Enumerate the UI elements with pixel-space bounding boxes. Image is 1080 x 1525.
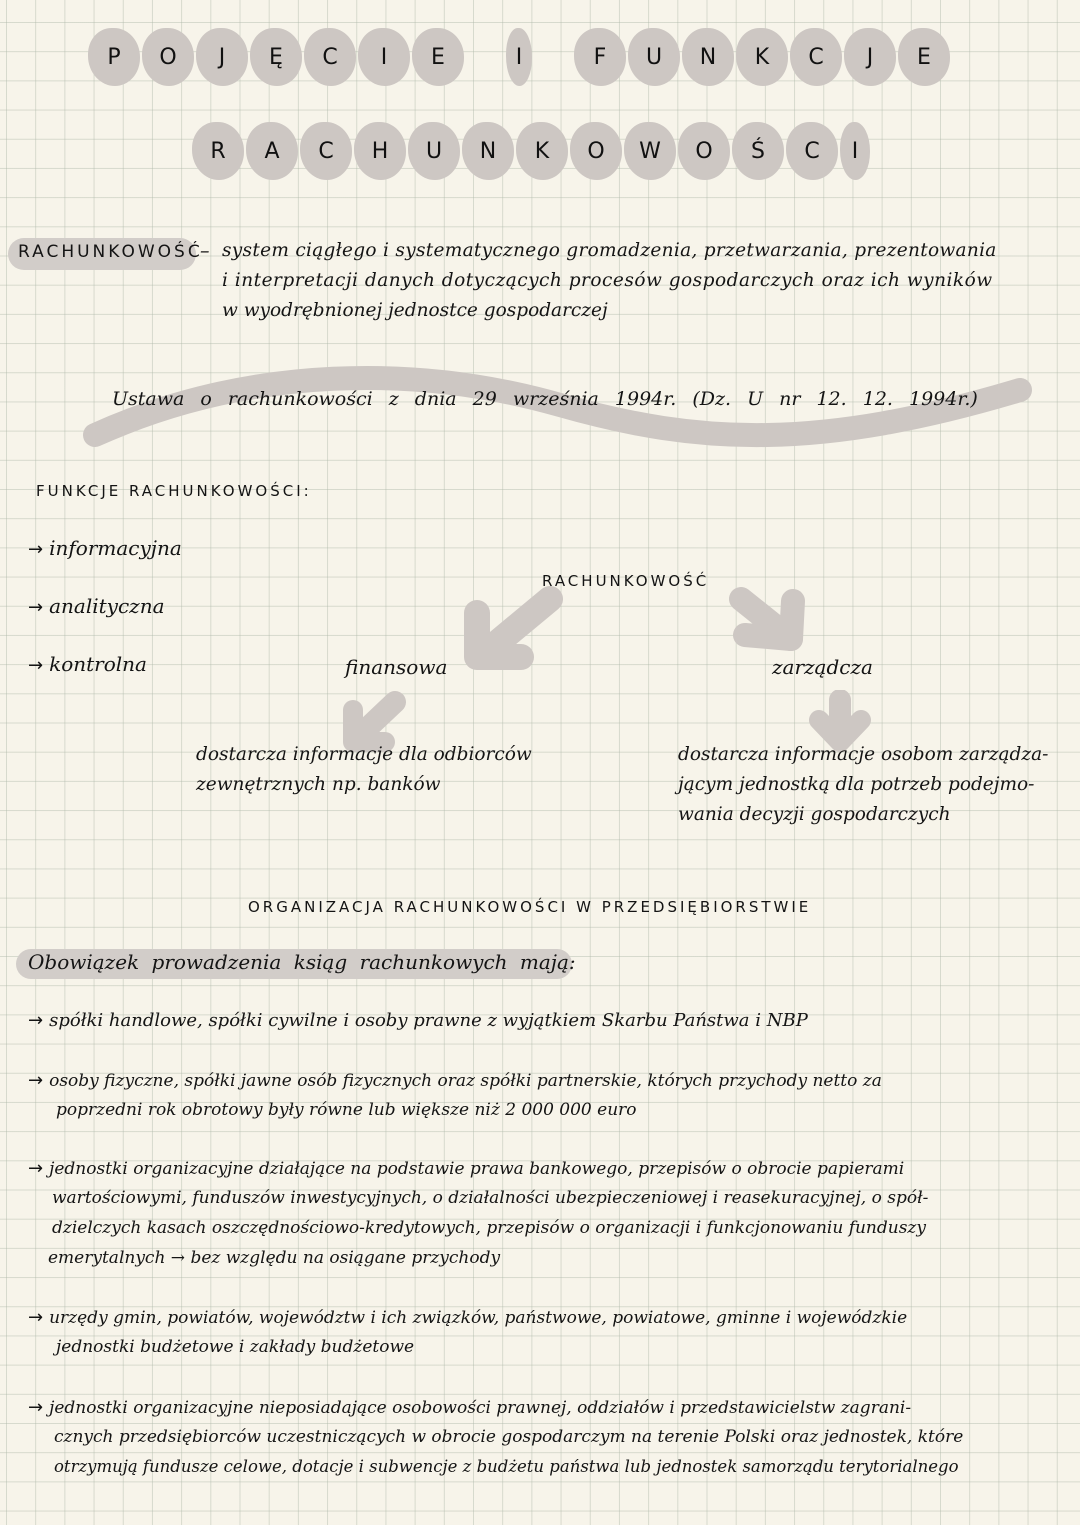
title-letter: K [516, 122, 568, 180]
obligation-item-line: wartościowymi, funduszów inwestycyjnych, o działalności ubezpieczeniowej i reasekuracyjnej, o spół- [52, 1188, 929, 1208]
obligation-item-line: otrzymują fundusze celowe, dotacje i subwencje z budżetu państwa lub jednostek samorządu terytorialnego [54, 1457, 959, 1476]
obligation-item [28, 1070, 882, 1091]
definition-dash: – [200, 240, 210, 262]
obligation-item-line: urzędy gmin, powiatów, województw i ich związków, państwowe, powiatowe, gminne i wojewódzkie [49, 1308, 908, 1328]
title-letter: Ę [250, 28, 302, 86]
arrow-right-icon: → [28, 655, 44, 676]
obligation-item-line: emerytalnych → bez względu na osiągane przychody [48, 1248, 501, 1268]
title-letter: N [682, 28, 734, 86]
definition-line: system ciągłego i systematycznego gromadzenia, przetwarzania, prezentowania [222, 240, 997, 261]
title-letter: E [412, 28, 464, 86]
diagram-root-label: RACHUNKOWOŚĆ [542, 572, 710, 590]
title-letter: I [840, 122, 870, 180]
arrow-right-icon: → [28, 539, 44, 560]
title-letter: C [304, 28, 356, 86]
obligation-item-line: dzielczych kasach oszczędnościowo-kredytowych, przepisów o organizacji i funkcjonowaniu funduszy [52, 1218, 926, 1238]
obligation-item-line: spółki handlowe, spółki cywilne i osoby prawne z wyjątkiem Skarbu Państwa i NBP [49, 1010, 808, 1031]
obligation-item-line: poprzedni rok obrotowy były równe lub większe niż 2 000 000 euro [56, 1100, 637, 1120]
obligation-text: Obowiązek prowadzenia ksiąg rachunkowych mają: [28, 950, 576, 974]
diagram-left-description: zewnętrznych np. banków [196, 774, 441, 795]
arrow-right-icon: → [28, 597, 44, 618]
definition-line: i interpretacji danych dotyczących procesów gospodarczych oraz ich wyników [222, 270, 993, 291]
arrow-down-left-icon [455, 585, 575, 675]
title-letter: H [354, 122, 406, 180]
function-item-informacyjna [28, 536, 182, 560]
function-label: informacyjna [49, 536, 182, 560]
diagram-right-description: wania decyzji gospodarczych [678, 804, 951, 825]
title-letter: I [506, 28, 532, 86]
diagram-left-description: dostarcza informacje dla odbiorców [196, 744, 532, 765]
title-letter: K [736, 28, 788, 86]
title-letter: U [408, 122, 460, 180]
title-letter: N [462, 122, 514, 180]
title-letter: U [628, 28, 680, 86]
function-item-analityczna [28, 594, 165, 618]
function-item-kontrolna [28, 652, 147, 676]
title-letter: E [898, 28, 950, 86]
obligation-item [28, 1307, 907, 1328]
title-letter: I [358, 28, 410, 86]
obligation-item-line: osoby fizyczne, spółki jawne osób fizycznych oraz spółki partnerskie, których przychody netto za [49, 1071, 882, 1091]
title-letter: Ś [732, 122, 784, 180]
arrow-right-icon: → [28, 1010, 44, 1031]
function-label: kontrolna [49, 652, 147, 676]
title-letter: O [142, 28, 194, 86]
diagram-right-description: dostarcza informacje osobom zarządza- [678, 744, 1049, 765]
wave-highlight [0, 360, 1080, 460]
obligation-item [28, 1158, 904, 1179]
organization-heading: ORGANIZACJA RACHUNKOWOŚCI W PRZEDSIĘBIORSTWIE [248, 898, 812, 916]
diagram-right-label: zarządcza [772, 655, 873, 679]
definition-line: w wyodrębnionej jednostce gospodarczej [222, 300, 608, 321]
diagram-left-label: finansowa [345, 655, 448, 679]
obligation-item [28, 1010, 808, 1031]
title-letter: W [624, 122, 676, 180]
title-letter: O [570, 122, 622, 180]
law-reference: Ustawa o rachunkowości z dnia 29 września 1994r. (Dz. U nr 12. 12. 1994r.) [112, 388, 978, 410]
title-letter: C [786, 122, 838, 180]
arrow-right-icon: → [28, 1070, 44, 1091]
arrow-right-icon: → [28, 1397, 44, 1418]
definition-term: RACHUNKOWOŚĆ [18, 242, 203, 262]
title-letter: A [246, 122, 298, 180]
obligation-item-line: jednostki budżetowe i zakłady budżetowe [56, 1337, 415, 1357]
obligation-item-line: jednostki organizacyjne nieposiadające osobowości prawnej, oddziałów i przedstawicielstw zagrani- [49, 1398, 912, 1418]
title-letter: F [574, 28, 626, 86]
title-letter: O [678, 122, 730, 180]
page-title-line-1 [88, 28, 952, 86]
title-letter: P [88, 28, 140, 86]
page-title-line-2 [192, 122, 872, 180]
obligation-item-line: jednostki organizacyjne działające na podstawie prawa bankowego, przepisów o obrocie papierami [49, 1159, 905, 1179]
title-letter: C [790, 28, 842, 86]
title-letter: C [300, 122, 352, 180]
title-letter: R [192, 122, 244, 180]
arrow-down-right-icon [725, 585, 815, 655]
title-letter: J [196, 28, 248, 86]
functions-heading: FUNKCJE RACHUNKOWOŚCI: [36, 482, 312, 500]
obligation-item-line: cznych przedsiębiorców uczestniczących w obrocie gospodarczym na terenie Polski oraz jednostek, które [54, 1427, 964, 1447]
obligation-item [28, 1397, 911, 1418]
function-label: analityczna [49, 594, 165, 618]
title-letter: J [844, 28, 896, 86]
arrow-right-icon: → [28, 1158, 44, 1179]
arrow-right-icon: → [28, 1307, 44, 1328]
diagram-right-description: jącym jednostką dla potrzeb podejmo- [678, 774, 1035, 795]
